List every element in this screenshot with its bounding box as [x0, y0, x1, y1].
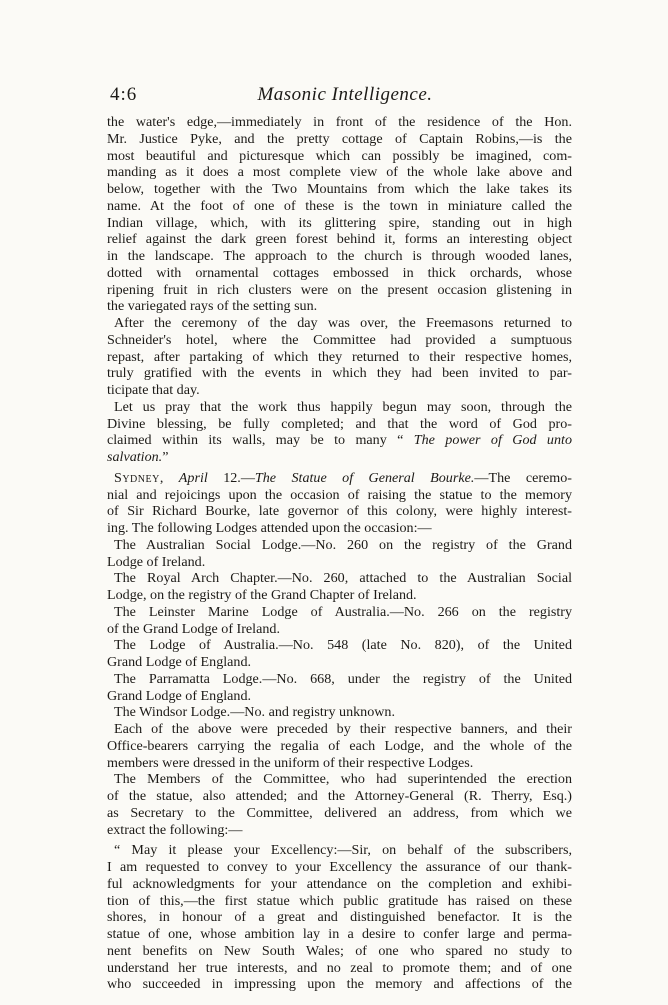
- text-run: salvation.: [107, 449, 163, 465]
- text-run: April: [178, 469, 208, 486]
- text-line: Indian village, which, with its glittering spire, standing out in high: [107, 214, 572, 231]
- text-run: —The ceremo-: [474, 469, 572, 486]
- text-line: Schneider's hotel, where the Committee had provided a sumptuous: [107, 331, 572, 348]
- text-line: ing. The following Lodges attended upon the occasion:—: [107, 520, 432, 536]
- text-line: [107, 449, 572, 466]
- text-line: the water's edge,—immediately in front of the residence of the Hon.: [107, 114, 572, 130]
- text-line: relief against the dark green forest behind it, forms an interesting object: [107, 231, 572, 248]
- text-run: 12.—: [207, 469, 255, 486]
- page-header: [110, 84, 580, 108]
- text-line: ticipate that day.: [107, 382, 200, 398]
- text-run: Sydney: [114, 469, 160, 486]
- text-line: [107, 432, 572, 449]
- article-body: [107, 114, 572, 993]
- text-line: understand her true interests, and no zeal to promote them; and of one: [107, 959, 572, 976]
- text-line: tion of this,—the first statue which public gratitude has raised on these: [107, 892, 572, 909]
- text-line: I am requested to convey to your Excellency the assurance of our thank-: [107, 859, 572, 875]
- text-line: The Members of the Committee, who had superintended the erection: [114, 771, 572, 788]
- text-line: dotted with ornamental cottages embossed in thick orchards, whose: [107, 264, 572, 281]
- text-line: below, together with the Two Mountains from which the lake takes its: [107, 181, 572, 197]
- text-line: Each of the above were preceded by their respective banners, and their: [114, 721, 572, 737]
- text-line: the variegated rays of the setting sun.: [107, 298, 318, 315]
- text-line: statue of one, whose ambition lay in a desire to confer large and perma-: [107, 926, 572, 942]
- text-line: Let us pray that the work thus happily begun may soon, through the: [114, 398, 572, 415]
- text-line: as Secretary to the Committee, delivered an address, from which we: [107, 804, 572, 821]
- text-line: Office-bearers carrying the regalia of each Lodge, and the whole of the: [107, 737, 572, 754]
- text-line: After the ceremony of the day was over, the Freemasons returned to: [114, 315, 572, 331]
- text-line: truly gratified with the events in which they had been invited to par-: [107, 365, 572, 382]
- text-line: nial and rejoicings upon the occasion of raising the statue to the memory: [107, 486, 572, 503]
- text-line: of the Grand Lodge of Ireland.: [107, 620, 280, 637]
- text-line: Mr. Justice Pyke, and the pretty cottage of Captain Robins,—is the: [107, 130, 572, 147]
- text-line: Lodge of Ireland.: [107, 553, 206, 570]
- text-line: Grand Lodge of England.: [107, 687, 252, 704]
- text-line: ful acknowledgments for your attendance on the completion and exhibi-: [107, 875, 572, 892]
- text-line: [107, 943, 572, 960]
- text-line: The Royal Arch Chapter.—No. 260, attached to the Australian Social: [114, 570, 572, 587]
- page-number: 4:6: [110, 84, 138, 105]
- text-line: extract the following:—: [107, 821, 243, 838]
- text-line: Lodge, on the registry of the Grand Chapter of Ireland.: [107, 587, 417, 603]
- text-line: repast, after partaking of which they returned to their respective homes,: [107, 348, 572, 365]
- text-run: ,: [159, 469, 179, 486]
- text-line: The Lodge of Australia.—No. 548 (late No. 820), of the United: [114, 637, 572, 654]
- text-run: ”: [162, 449, 169, 465]
- text-line: name. At the foot of one of these is the town in miniature called the: [107, 197, 572, 214]
- text-line: ripening fruit in rich clusters were on the present occasion glistening in: [107, 281, 572, 298]
- text-line: Grand Lodge of England.: [107, 654, 252, 670]
- text-line: manding as it does a most complete view of the whole lake above and: [107, 164, 572, 181]
- text-line: members were dressed in the uniform of their respective Lodges.: [107, 754, 474, 771]
- text-run: The power of God unto: [413, 432, 572, 449]
- text-line: of Sir Richard Bourke, late governor of this colony, were highly interest-: [107, 503, 572, 520]
- text-line: shores, in honour of a great and distinguished benefactor. It is the: [107, 909, 572, 926]
- text-line: [107, 470, 572, 487]
- text-line: The Windsor Lodge.—No. and registry unknown.: [114, 704, 396, 721]
- text-line: “ May it please your Excellency:—Sir, on behalf of the subscribers,: [114, 842, 572, 859]
- text-run: The Statue of General Bourke.: [254, 469, 475, 486]
- text-line: of the statue, also attended; and the Attorney-General (R. Therry, Esq.): [107, 788, 572, 804]
- text-line: who succeeded in impressing upon the memory and affections of the: [107, 976, 572, 993]
- text-run: nent benefits on New South Wales; of one who spared no study to: [107, 942, 572, 959]
- text-line: The Leinster Marine Lodge of Australia.—No. 266 on the registry: [114, 603, 572, 620]
- text-line: most beautiful and picturesque which can possibly be imagined, com-: [107, 147, 572, 164]
- text-line: The Parramatta Lodge.—No. 668, under the registry of the United: [114, 670, 572, 687]
- running-title: Masonic Intelligence.: [257, 84, 433, 105]
- text-run: claimed within its walls, may be to many “: [107, 432, 414, 449]
- text-line: in the landscape. The approach to the church is through wooded lanes,: [107, 248, 572, 264]
- text-line: The Australian Social Lodge.—No. 260 on the registry of the Grand: [114, 536, 572, 553]
- text-line: Divine blessing, be fully completed; and that the word of God pro-: [107, 415, 572, 432]
